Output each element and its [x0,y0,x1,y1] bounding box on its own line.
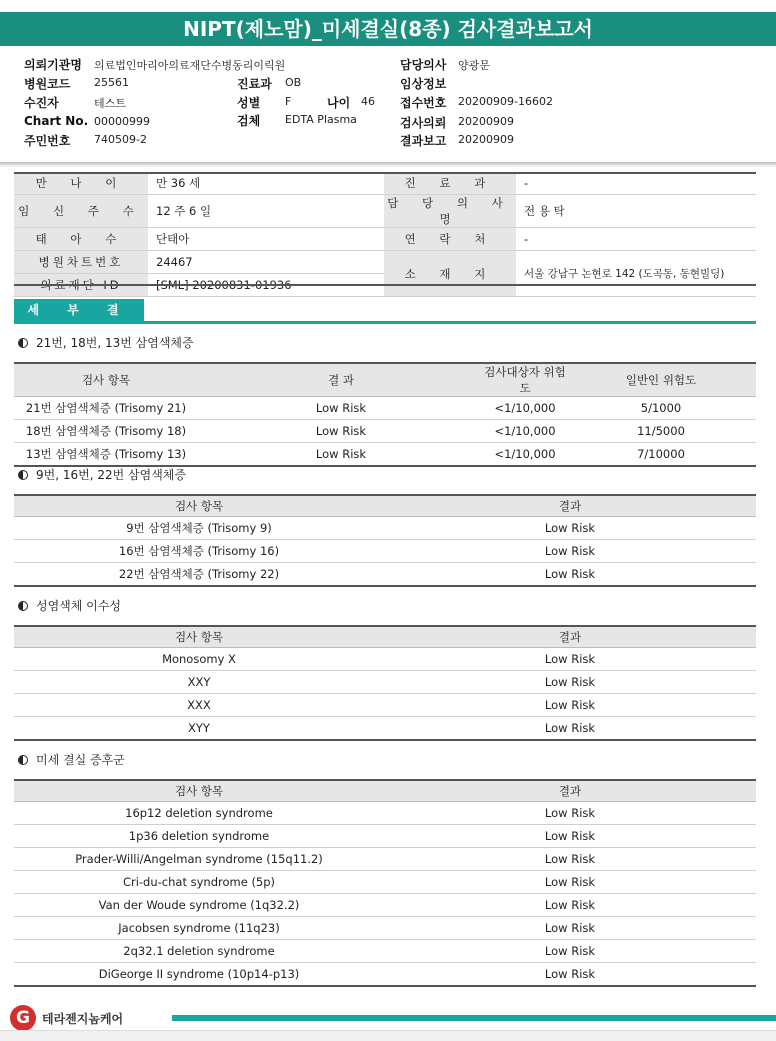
test-item: XXX [14,694,384,717]
hospital-code-value: 25561 [94,76,129,89]
test-item: 9번 삼염색체증 (Trisomy 9) [14,517,384,540]
group-heading [18,334,194,351]
test-item: 21번 삼염색체증 (Trisomy 21) [14,397,198,420]
collector-label: 수진자 [24,96,59,110]
table-row [14,694,756,717]
chart-no-value: 00000999 [94,115,150,128]
dept-label: 진료과 [237,77,272,91]
results-table [14,494,756,587]
info-key: 만 나 이 [14,172,148,195]
logo-mark-icon: G [10,1005,36,1031]
result-value: Low Risk [384,694,756,717]
column-header: 검사대상자 위험도 [484,365,566,395]
test-item: 1p36 deletion syndrome [14,825,384,848]
table-row [14,540,756,563]
table-row [14,420,756,443]
receipt-label: 접수번호 [400,96,447,110]
result-value: Low Risk [198,420,484,443]
table-row [14,443,756,467]
test-item: Monosomy X [14,648,384,671]
chart-no-label: Chart No. [24,114,89,128]
info-value: 24467 [148,251,384,274]
info-bottom-rule [14,284,756,286]
half-circle-icon [18,470,28,480]
result-value: Low Risk [384,540,756,563]
info-value: 전 용 탁 [516,195,756,228]
info-value: 단태아 [148,228,384,251]
column-header: 결과 [384,495,756,517]
table-row [14,397,756,420]
age-value: 46 [361,95,375,108]
rrn-value: 740509-2 [94,133,147,146]
group-heading [18,466,186,483]
table-row [14,825,756,848]
result-value: Low Risk [384,940,756,963]
report-date-value: 20200909 [458,133,514,146]
collector-value: 테스트 [94,97,126,110]
test-item: 22번 삼염색체증 (Trisomy 22) [14,563,384,587]
result-value: Low Risk [384,648,756,671]
test-item: Van der Woude syndrome (1q32.2) [14,894,384,917]
group-title: 미세 결실 증후군 [36,753,125,767]
table-row [14,963,756,987]
group-title: 21번, 18번, 13번 삼염색체증 [36,336,194,350]
half-circle-icon [18,755,28,765]
test-item: DiGeorge II syndrome (10p14-p13) [14,963,384,987]
info-value: - [516,172,756,195]
column-header: 검사 항목 [14,626,384,648]
table-row [14,517,756,540]
clinical-label: 임상정보 [400,77,447,91]
doctor-value: 양광문 [458,59,490,72]
header-divider [0,162,776,168]
test-item: XXY [14,671,384,694]
result-value: Low Risk [384,825,756,848]
subject-risk: <1/10,000 [484,443,566,467]
result-value: Low Risk [384,963,756,987]
subject-risk: <1/10,000 [484,397,566,420]
result-value: Low Risk [198,443,484,467]
column-header: 결과 [384,780,756,802]
test-item: Jacobsen syndrome (11q23) [14,917,384,940]
table-row [14,848,756,871]
half-circle-icon [18,338,28,348]
footer-strip [0,1030,776,1041]
report-header [0,50,776,162]
institution-value: 의료법인마리아의료재단수병동리이릭원 [94,59,286,72]
test-item: 16p12 deletion syndrome [14,802,384,825]
doctor-label: 담당의사 [400,58,447,72]
request-value: 20200909 [458,115,514,128]
test-item: 16번 삼염색체증 (Trisomy 16) [14,540,384,563]
sex-value: F [285,95,292,108]
info-key: 태 아 수 [14,228,148,251]
test-item: Prader-Willi/Angelman syndrome (15q11.2) [14,848,384,871]
section-rule [14,321,756,324]
info-top-rule [14,172,756,174]
sex-label: 성별 [237,96,261,110]
result-value: Low Risk [384,671,756,694]
result-value: Low Risk [384,517,756,540]
info-value: 서울 강남구 논현로 142 (도곡동, 동현빌딩) [516,251,756,297]
column-header: 검사 항목 [14,780,384,802]
column-header: 결 과 [198,363,484,397]
info-value: 만 36 세 [148,172,384,195]
info-key: 연 락 처 [384,228,516,251]
results-table [14,625,756,741]
institution-label: 의뢰기관명 [24,58,82,72]
section-title: 세 부 결 과 [14,299,144,322]
report-title: NIPT(제노맘)_미세결실(8종) 검사결과보고서 [0,12,776,46]
table-row [14,917,756,940]
test-item: 18번 삼염색체증 (Trisomy 18) [14,420,198,443]
report-date-label: 결과보고 [400,134,447,148]
table-row [14,563,756,587]
result-value: Low Risk [198,397,484,420]
info-value: [SML] 20200831-01936 [148,274,384,297]
age-label: 나이 [327,96,351,110]
request-label: 검사의뢰 [400,116,447,130]
column-header: 검사 항목 [14,495,384,517]
group-title: 9번, 16번, 22번 삼염색체증 [36,468,186,482]
general-risk: 5/1000 [566,397,756,420]
hospital-code-label: 병원코드 [24,77,71,91]
column-header: 검사 항목 [14,363,198,397]
general-risk: 7/10000 [566,443,756,467]
result-value: Low Risk [384,848,756,871]
subject-risk: <1/10,000 [484,420,566,443]
info-value: 12 주 6 일 [148,195,384,228]
specimen-value: EDTA Plasma [285,113,357,126]
table-row [14,871,756,894]
specimen-label: 검체 [237,114,261,128]
column-header: 일반인 위험도 [566,363,756,397]
test-item: XYY [14,717,384,741]
test-item: 13번 삼염색체증 (Trisomy 13) [14,443,198,467]
column-header: 결과 [384,626,756,648]
result-value: Low Risk [384,563,756,587]
info-key: 진 료 과 [384,172,516,195]
result-value: Low Risk [384,917,756,940]
receipt-value: 20200909-16602 [458,95,553,108]
company-name: 테라젠지놈케어 [42,1012,124,1026]
result-value: Low Risk [384,894,756,917]
footer-rule [172,1015,776,1021]
group-heading [18,751,125,768]
info-key: 병원차트번호 [14,251,148,274]
table-row [14,894,756,917]
info-key: 의료재단 ID [14,274,148,297]
info-key: 임 신 주 수 [14,195,148,228]
table-row [14,717,756,741]
table-row [14,671,756,694]
info-key: 담 당 의 사 명 [384,195,516,228]
info-key: 소 재 지 [384,251,516,297]
dept-value: OB [285,76,302,89]
test-item: Cri-du-chat syndrome (5p) [14,871,384,894]
patient-info-table [14,172,756,297]
group-heading [18,597,121,614]
general-risk: 11/5000 [566,420,756,443]
half-circle-icon [18,601,28,611]
result-value: Low Risk [384,802,756,825]
table-row [14,648,756,671]
test-item: 2q32.1 deletion syndrome [14,940,384,963]
result-value: Low Risk [384,717,756,741]
info-value: - [516,228,756,251]
result-value: Low Risk [384,871,756,894]
group-title: 성염색체 이수성 [36,599,121,613]
results-table [14,362,756,467]
rrn-label: 주민번호 [24,134,71,148]
results-table [14,779,756,987]
table-row [14,940,756,963]
table-row [14,802,756,825]
